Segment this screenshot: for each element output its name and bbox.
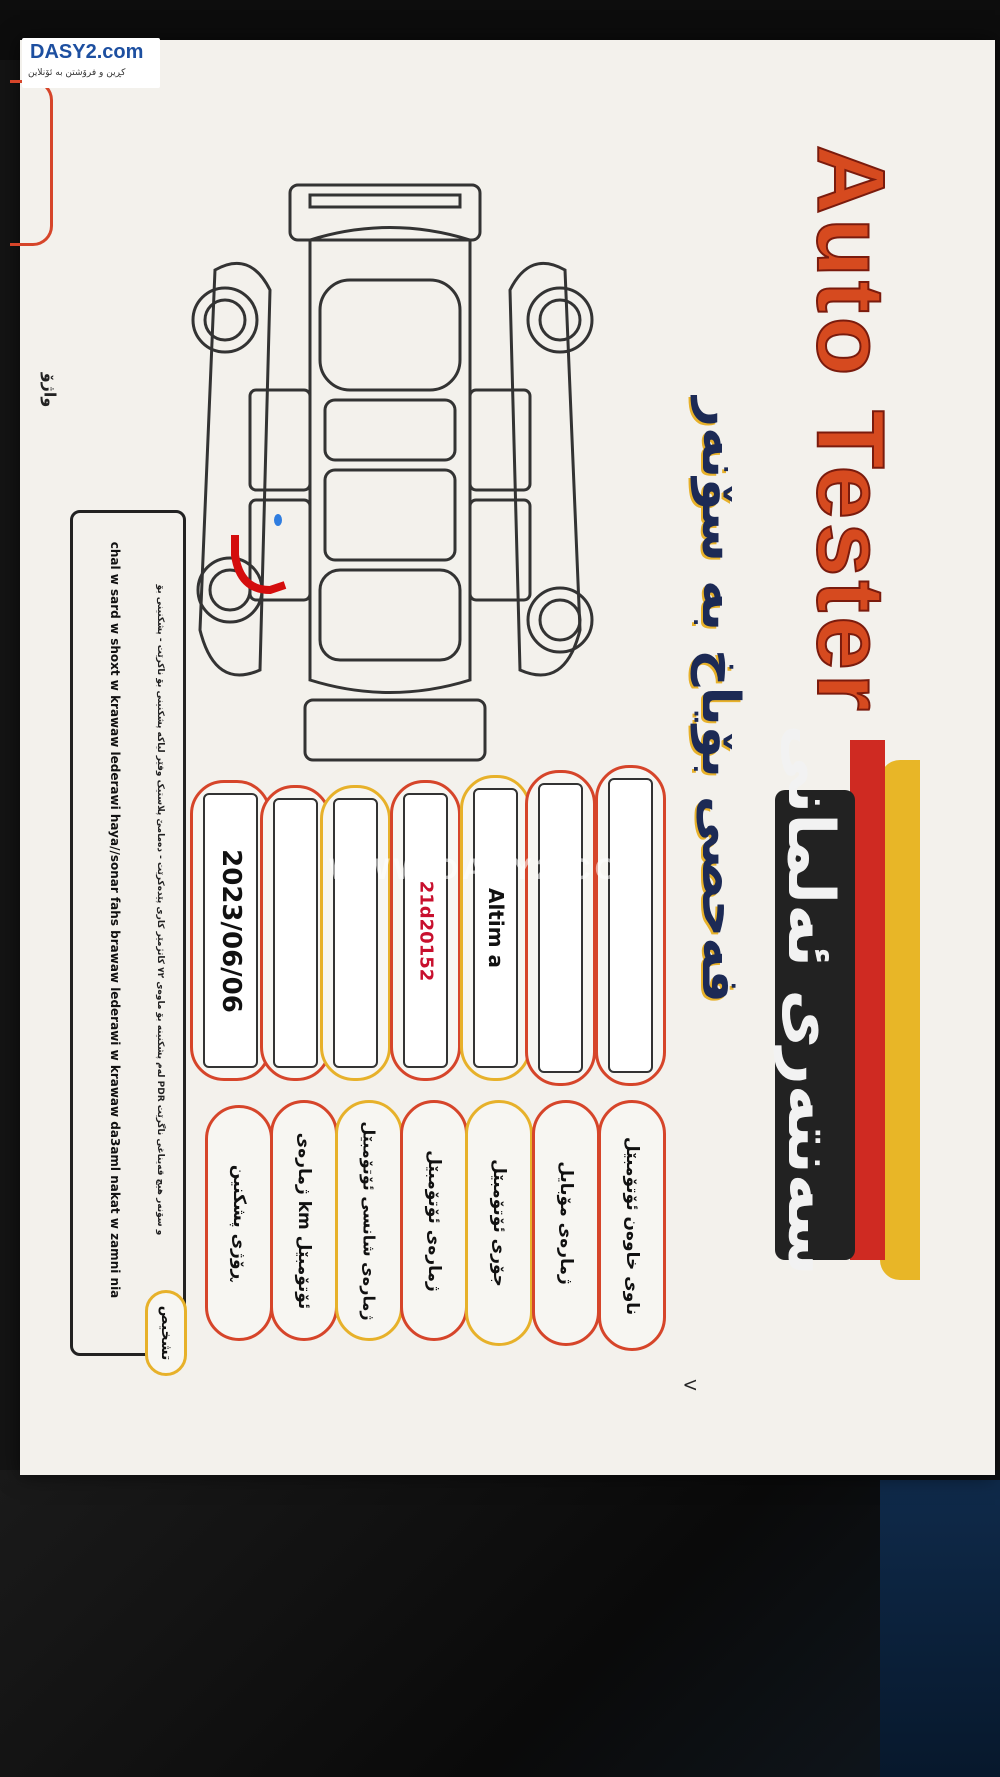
flag-stripe-red (850, 740, 885, 1260)
paint-dot (274, 514, 282, 526)
car-side-left (200, 263, 270, 675)
label-box-model (465, 1100, 533, 1346)
dasy2-logo (22, 38, 160, 88)
car-side-right (510, 263, 580, 675)
diagnosis-box (70, 510, 186, 1356)
label-box-plate (400, 1100, 468, 1341)
value-box-owner (595, 765, 666, 1086)
value-plate: 21d20152 (415, 880, 436, 981)
watermark-center: WWW.DASY2.COM (329, 853, 651, 886)
background-seat (880, 1480, 1000, 1777)
label-box-mobile (532, 1100, 600, 1346)
value-box-chassis (320, 785, 391, 1081)
value-box-date (190, 780, 271, 1081)
car-diagram (170, 160, 650, 780)
value-box-plate (390, 780, 461, 1081)
diagnosis-notes: chal w sard w shoxt w krawaw lederawi haya//sonar fahs brawaw lederawi w krawaw da3aml nakat w zamni nia (108, 541, 122, 1299)
logo-brand: DASY2.com (30, 41, 144, 63)
flag-stripe-gold (880, 760, 920, 1280)
subtitle: فەحصی بۆیاخ بە سۆنەر (690, 397, 750, 1003)
signature-label: واژۆ (40, 372, 60, 408)
value-box-mobile (525, 770, 596, 1086)
page-number: V (680, 1379, 700, 1391)
front-bumper (290, 185, 480, 240)
label-model: جۆری ئۆتۆمبێل (489, 1159, 509, 1287)
label-box-km (270, 1100, 338, 1341)
value-model: Altim a (483, 887, 508, 969)
diagnosis-label-box (145, 1290, 187, 1376)
corner-box (10, 80, 53, 246)
value-date: 2023/06/06 (215, 848, 246, 1013)
brand-title: Auto Tester (797, 144, 904, 716)
label-chassis: ژمارەی شانسی ئۆتۆمبێل (359, 1120, 379, 1321)
rear-bumper (305, 700, 485, 760)
inspection-sheet (20, 40, 995, 1475)
value-box-model (460, 775, 531, 1081)
diagnosis-label: تشخیص (158, 1305, 174, 1361)
label-box-date (205, 1105, 273, 1341)
brand-kurdish: سەنتەری ئەلمانی (773, 724, 847, 1276)
label-mobile: ژمارەی مۆبایل (556, 1161, 576, 1285)
label-box-chassis (335, 1100, 403, 1341)
background-car-interior (0, 1470, 1000, 1777)
logo-tagline: کڕین و فرۆشتن بە ئۆنلاین (28, 68, 126, 78)
label-plate: ژمارەی ئۆتۆمبێل (424, 1149, 444, 1292)
label-box-owner (598, 1100, 666, 1351)
diagnosis-legend: لەم پشکنینە بۆ ماوەی ٧٢ کاتژمێر کاری پێدەکرێت - دەمامێ پلاستیک وفێر لیاکە پشکنینی بۆ ناکرێت - پشکنینی بۆ PDR و سۆنەر هیچ قەیناغی ناگرێت (155, 584, 165, 1236)
label-date: ڕۆژی پشکنین (229, 1164, 249, 1282)
label-owner: ناوی خاوەن ئۆتۆمبێل (622, 1136, 642, 1315)
label-km: ژمارەی km ئۆتۆمبێل (294, 1132, 314, 1309)
